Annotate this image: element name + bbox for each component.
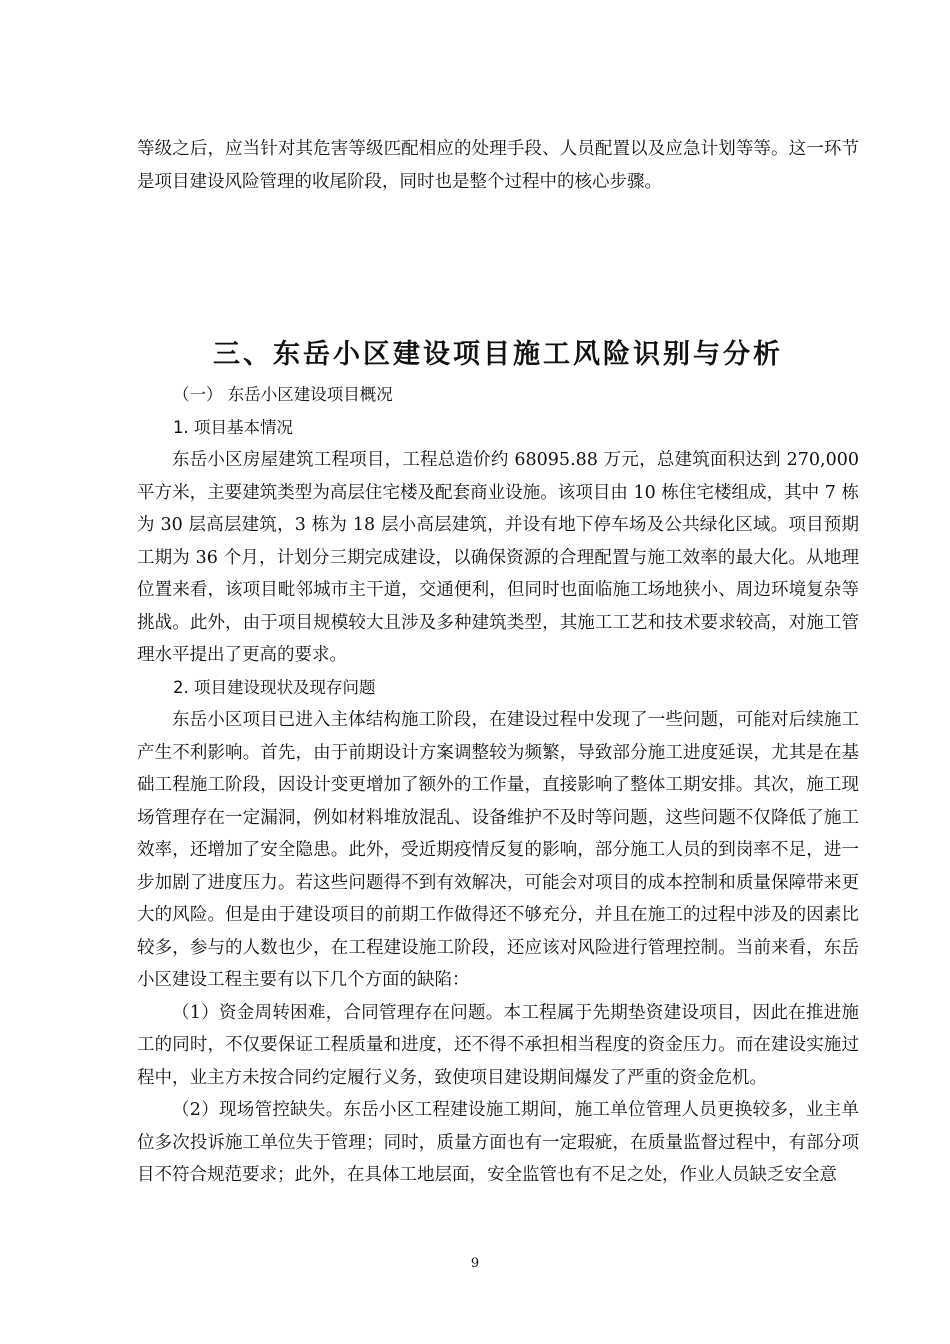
list-item-site-control: （2）现场管控缺失。东岳小区工程建设施工期间，施工单位管理人员更换较多，业主单位多次投诉施工单位失于管理；同时，质量方面也有一定瑕疵，在质量监督过程中，有部分项目不符合规范要求；此外，在具体工地层面，安全监管也有不足之处，作业人员缺乏安全意 — [137, 1100, 859, 1185]
chapter-title: 三、东岳小区建设项目施工风险识别与分析 — [213, 339, 783, 370]
intro-paragraph: 等级之后，应当针对其危害等级匹配相应的处理手段、人员配置以及应急计划等等。这一环节是项目建设风险管理的收尾阶段，同时也是整个过程中的核心步骤。 — [137, 139, 859, 192]
list-item-funding: （1）资金周转困难，合同管理存在问题。本工程属于先期垫资建设项目，因此在推进施工的同时，不仅要保证工程质量和进度，还不得不承担相当程度的资金压力。而在建设实施过程中，业主方未按合同约定履行义务，致使项目建设期间爆发了严重的资金危机。 — [137, 1002, 859, 1088]
section-heading: （一） 东岳小区建设项目概况 — [173, 385, 393, 404]
subsection-heading-basic-info: 1. 项目基本情况 — [173, 417, 293, 437]
page-number: 9 — [470, 1256, 480, 1271]
subsection-heading-current-issues: 2. 项目建设现状及现存问题 — [173, 677, 376, 697]
paragraph-current-issues: 东岳小区项目已进入主体结构施工阶段，在建设过程中发现了一些问题，可能对后续施工产生不利影响。首先，由于前期设计方案调整较为频繁，导致部分施工进度延误，尤其是在基础工程施工阶段，因设计变更增加了额外的工作量，直接影响了整体工期安排。其次，施工现场管理存在一定漏洞，例如材料堆放混乱、设备维护不及时等问题，这些问题不仅降低了施工效率，还增加了安全隐患。此外，受近期疫情反复的影响，部分施工人员的到岗率不足，进一步加剧了进度压力。若这些问题得不到有效解决，可能会对项目的成本控制和质量保障带来更大的风险。但是由于建设项目的前期工作做得还不够充分，并且在施工的过程中涉及的因素比较多，参与的人数也少，在工程建设施工阶段，还应该对风险进行管理控制。当前来看，东岳小区建设工程主要有以下几个方面的缺陷： — [137, 710, 859, 990]
paragraph-basic-info: 东岳小区房屋建筑工程项目，工程总造价约 68095.88 万元，总建筑面积达到 270,000 平方米，主要建筑类型为高层住宅楼及配套商业设施。该项目由 10 栋住宅楼组成，其中 7 栋为 30 层高层建筑，3 栋为 18 层小高层建筑，并设有地下停车场及公共绿化区域。项目预期工期为 36 个月，计划分三期完成建设，以确保资源的合理配置与施工效率的最大化。从地理位置来看，该项目毗邻城市主干道，交通便利，但同时也面临施工场地狭小、周边环境复杂等挑战。此外，由于项目规模较大且涉及多种建筑类型，其施工工艺和技术要求较高，对施工管理水平提出了更高的要求。 — [137, 450, 859, 665]
intro-block — [137, 133, 859, 198]
section-project-overview — [137, 379, 859, 1192]
